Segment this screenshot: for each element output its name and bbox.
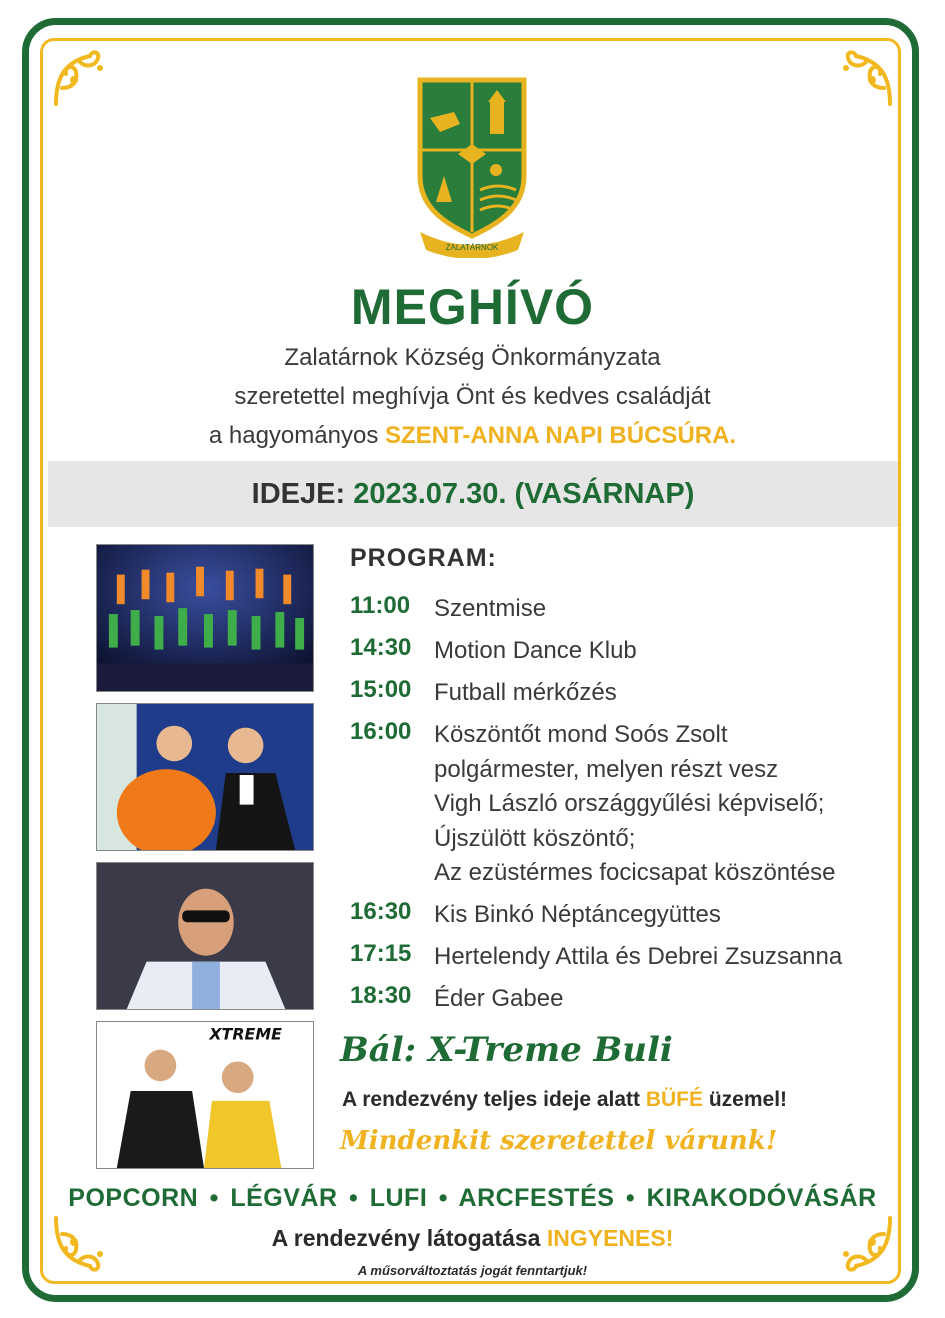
dance-group-photo: [96, 544, 314, 692]
program-time: 18:30: [350, 982, 412, 1009]
attraction-item: ARCFESTÉS: [458, 1184, 615, 1212]
buffet-highlight: BÜFÉ: [645, 1088, 704, 1111]
buffet-notice: [342, 1088, 787, 1112]
attraction-item: LUFI: [369, 1184, 428, 1212]
xtreme-duo-photo: [96, 1021, 314, 1169]
attraction-item: POPCORN: [68, 1184, 199, 1212]
separator: •: [349, 1184, 359, 1212]
program-time: 16:30: [350, 898, 412, 925]
free-entry-highlight: INGYENES!: [546, 1225, 674, 1251]
program-line: polgármester, melyen részt vesz: [434, 755, 779, 783]
date-label: IDEJE:: [251, 478, 346, 510]
program-line: Vigh László országgyűlési képviselő;: [434, 790, 825, 817]
intro-line-3: [0, 422, 945, 450]
dancing-couple-photo: [96, 703, 314, 851]
buffet-text-end: üzemel!: [703, 1088, 788, 1111]
program-description: [434, 718, 904, 891]
free-entry-text: A rendezvény látogatása: [271, 1225, 547, 1251]
svg-text:ZALATÁRNOK: ZALATÁRNOK: [445, 243, 499, 252]
corner-ornament-icon: [50, 48, 112, 110]
program-line: Futball mérkőzés: [434, 679, 617, 706]
program-time: 16:00: [350, 718, 412, 745]
xtreme-logo-text: XTREME: [209, 1024, 282, 1044]
program-line: Motion Dance Klub: [434, 637, 637, 664]
singer-photo: [96, 862, 314, 1010]
program-line: Köszöntőt mond Soós Zsolt: [434, 721, 728, 748]
program-time: 17:15: [350, 940, 412, 967]
attraction-item: LÉGVÁR: [230, 1184, 338, 1212]
program-line: Szentmise: [434, 595, 547, 622]
program-description: [434, 592, 904, 627]
ball-title: Bál: X-Treme Buli: [340, 1030, 673, 1070]
page-title: MEGHÍVÓ: [350, 279, 595, 335]
program-line: Újszülött köszöntő;: [434, 824, 636, 852]
buffet-text: A rendezvény teljes ideje alatt: [342, 1088, 646, 1111]
intro-line-1: Zalatárnok Község Önkormányzata: [284, 344, 661, 371]
date-banner: [48, 461, 898, 527]
disclaimer-note: A műsorváltoztatás jogát fenntartjuk!: [357, 1263, 588, 1278]
event-name-highlight: SZENT-ANNA NAPI BÚCSÚRA.: [384, 422, 737, 449]
program-time: 14:30: [350, 634, 412, 661]
separator: •: [625, 1184, 636, 1212]
separator: •: [209, 1184, 219, 1212]
free-entry-notice: [0, 1225, 945, 1252]
program-line: Kis Binkó Néptáncegyüttes: [434, 901, 721, 928]
intro-line-3-text: a hagyományos: [208, 422, 385, 449]
program-description: [434, 634, 904, 669]
date-value: 2023.07.30. (VASÁRNAP): [353, 478, 695, 510]
program-line: Éder Gabee: [434, 985, 564, 1012]
corner-ornament-icon: [834, 48, 896, 110]
program-time: 15:00: [350, 676, 412, 703]
welcome-text: Mindenkit szeretettel várunk!: [340, 1126, 778, 1156]
separator: •: [438, 1184, 448, 1212]
program-description: [434, 898, 904, 933]
attraction-item: KIRAKODÓVÁSÁR: [646, 1184, 877, 1212]
program-description: [434, 676, 904, 711]
intro-line-2: szeretettel meghívja Önt és kedves családját: [234, 383, 711, 410]
program-description: [434, 940, 904, 975]
attractions-list: [0, 1184, 945, 1213]
program-heading: PROGRAM:: [350, 544, 497, 572]
program-time: 11:00: [350, 592, 411, 619]
program-line: Az ezüstérmes focicsapat köszöntése: [434, 859, 836, 886]
program-line: Hertelendy Attila és Debrei Zsuzsanna: [434, 943, 843, 970]
program-description: [434, 982, 904, 1017]
coat-of-arms-icon: [414, 72, 530, 258]
